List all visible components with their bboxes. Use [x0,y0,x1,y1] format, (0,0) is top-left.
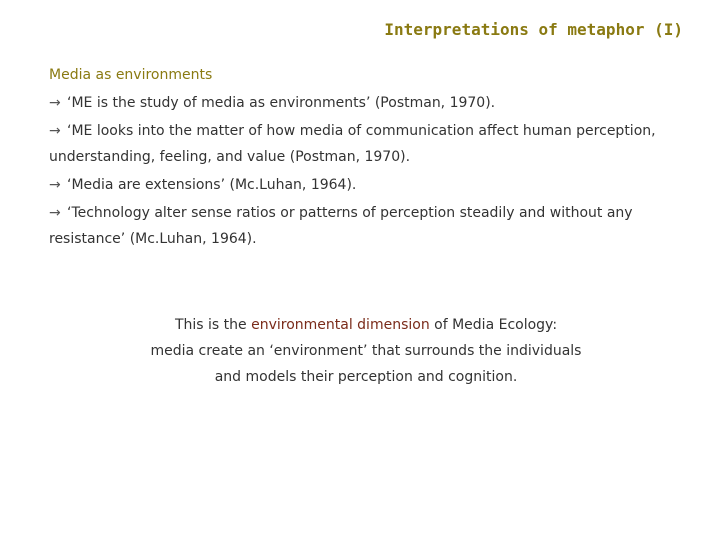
bullet-text: ‘ME looks into the matter of how media of communication affect human perception, understanding, feeling, and value (Postman, 1970). [49,123,656,165]
slide-title: Interpretations of metaphor (I) [384,20,683,39]
bullet-item [49,172,689,198]
arrow-right-icon: → [49,177,61,193]
bullet-text: ‘Media are extensions’ (Mc.Luhan, 1964). [67,177,357,193]
bullet-text: ‘ME is the study of media as environments’ (Postman, 1970). [67,95,496,111]
bullet-text: ‘Technology alter sense ratios or patterns of perception steadily and without any resistance’ (Mc.Luhan, 1964). [49,205,633,247]
bullet-item [49,118,689,170]
slide-content [49,62,689,254]
arrow-right-icon: → [49,205,61,221]
section-subheading: Media as environments [49,67,213,83]
summary-line-3: and models their perception and cognition. [214,369,518,385]
summary-prefix: This is the [174,317,252,333]
arrow-right-icon: → [49,95,61,111]
summary-emphasis: environmental dimension [251,317,430,333]
bullet-item [49,90,689,116]
summary-line-1 [80,312,652,338]
summary-line-2: media create an ‘environment’ that surrounds the individuals [150,343,582,359]
bullet-item [49,200,689,252]
summary-block [80,312,652,390]
summary-suffix: of Media Ecology: [429,317,558,333]
arrow-right-icon: → [49,123,61,139]
